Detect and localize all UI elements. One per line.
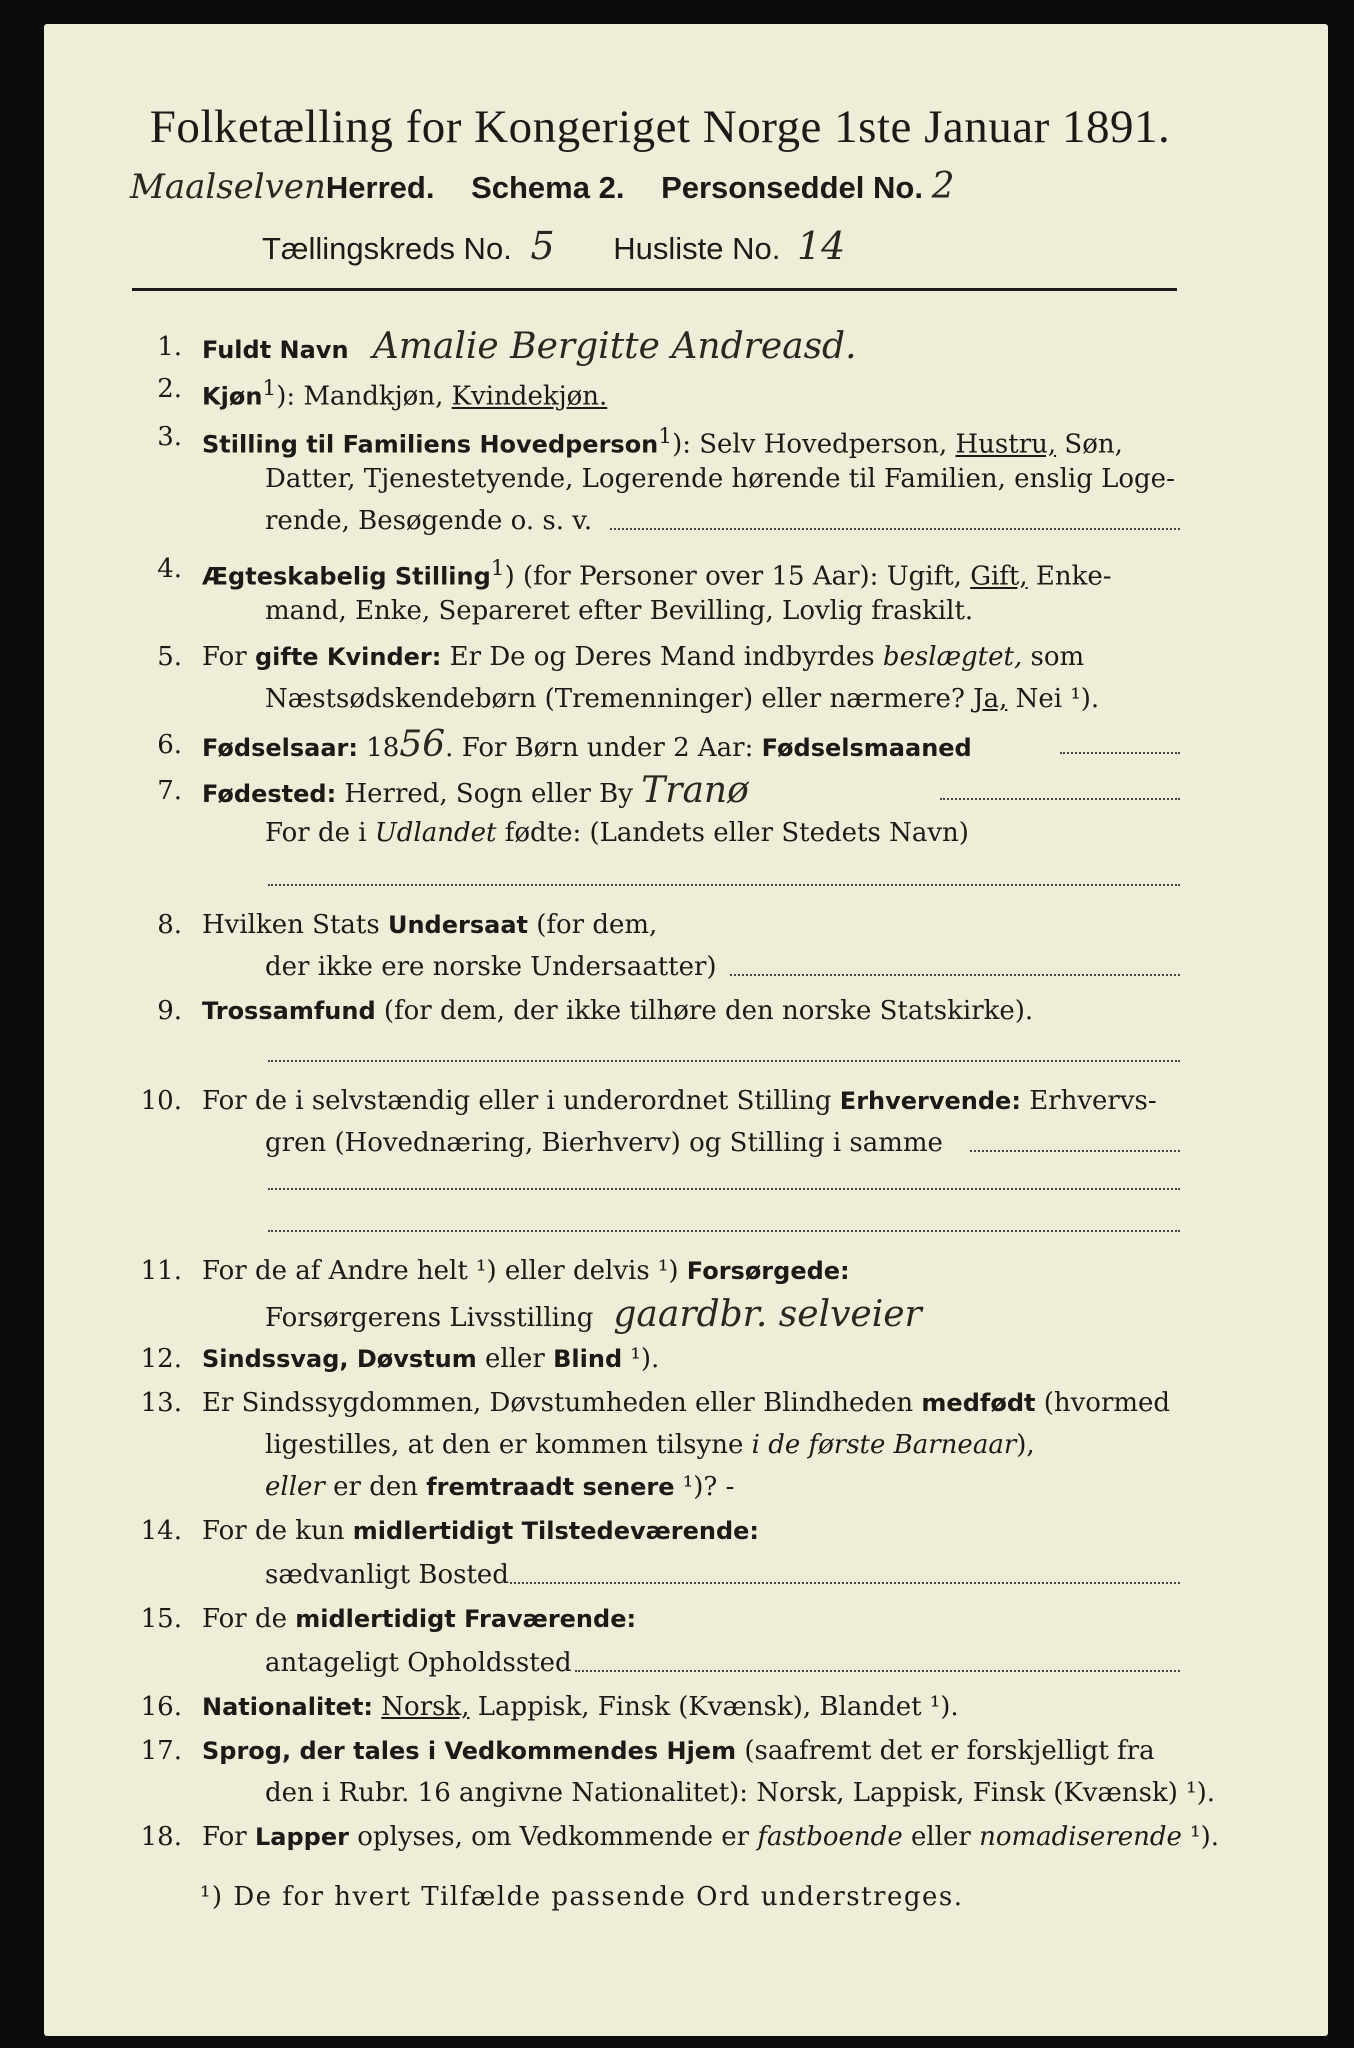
item-label: Sindssvag, Døvstum bbox=[202, 1345, 477, 1373]
item-number: 11. bbox=[140, 1256, 182, 1286]
item-text: rende, Besøgende o. s. v. bbox=[265, 506, 593, 536]
item-label: Ægteskabelig Stilling bbox=[202, 562, 491, 591]
item-text: Nei ¹). bbox=[1007, 684, 1100, 714]
item-text: Er De og Deres Mand indbyrdes bbox=[441, 642, 883, 672]
item-text: fødte: (Landets eller Stedets Navn) bbox=[496, 818, 969, 848]
item-text: For de kun bbox=[202, 1516, 353, 1546]
item-number: 4. bbox=[157, 554, 182, 584]
item-text: . For Børn under 2 Aar: bbox=[445, 733, 762, 763]
item-number: 13. bbox=[140, 1388, 182, 1418]
item-text: Søn, bbox=[1056, 429, 1123, 460]
kreds-label: Tællingskreds No. bbox=[262, 231, 512, 266]
item-text: (for dem, bbox=[527, 910, 658, 940]
provider-occupation-value: gaardbr. selveier bbox=[613, 1294, 922, 1335]
item-number: 18. bbox=[140, 1822, 182, 1852]
selected-option: Gift, bbox=[970, 561, 1028, 592]
item-label: Stilling til Familiens Hovedperson bbox=[202, 430, 659, 459]
item-number: 14. bbox=[140, 1516, 182, 1546]
herred-name: Maalselven bbox=[130, 167, 326, 207]
item-text: Erhvervs- bbox=[1020, 1086, 1157, 1116]
item-number: 10. bbox=[140, 1086, 182, 1116]
item-label: gifte Kvinder: bbox=[254, 643, 442, 671]
fill-line bbox=[575, 1670, 1180, 1672]
item-text: Herred, Sogn eller By bbox=[336, 779, 642, 809]
item-text: For de i selvstændig eller i underordnet Stilling bbox=[202, 1086, 840, 1116]
item-text: Lappisk, Finsk (Kvænsk), Blandet ¹). bbox=[469, 1692, 959, 1722]
item-text: mand, Enke, Separeret efter Bevilling, Lovlig fraskilt. bbox=[265, 596, 974, 626]
item-label: Erhvervende: bbox=[839, 1087, 1021, 1115]
item-label: midlertidigt Fraværende: bbox=[295, 1605, 637, 1633]
item-text: som bbox=[1022, 642, 1085, 672]
item-text: ), bbox=[1016, 1430, 1035, 1460]
selected-option: Norsk, bbox=[381, 1692, 470, 1722]
item-text: For de i bbox=[265, 818, 375, 848]
item-text: eller bbox=[902, 1822, 980, 1852]
item-text-italic: fastboende bbox=[757, 1822, 903, 1852]
item-label: Trossamfund bbox=[202, 997, 376, 1025]
item-text: gren (Hovednæring, Bierhverv) og Stilling i samme bbox=[265, 1128, 943, 1158]
item-label: midlertidigt Tilstedeværende: bbox=[352, 1517, 760, 1545]
personseddel-number: 2 bbox=[931, 166, 955, 207]
item-label: Forsørgede: bbox=[686, 1257, 850, 1285]
item-text: ligestilles, at den er kommen tilsyne bbox=[265, 1430, 752, 1460]
item-text: Datter, Tjenestetyende, Logerende hørende til Familien, enslig Loge- bbox=[265, 464, 1175, 494]
item-text: (saafremt det er forskjelligt fra bbox=[736, 1736, 1155, 1766]
fill-line bbox=[730, 974, 1180, 976]
item-label: Fødselsmaaned bbox=[761, 734, 972, 762]
item-text: (hvormed bbox=[1035, 1388, 1171, 1418]
fill-line bbox=[610, 528, 1180, 530]
kreds-number: 5 bbox=[530, 224, 555, 268]
item-text: Hvilken Stats bbox=[202, 910, 388, 940]
item-text: Er Sindssygdommen, Døvstumheden eller Blindheden bbox=[202, 1388, 922, 1418]
item-number: 9. bbox=[157, 996, 182, 1026]
selected-option: Hustru, bbox=[955, 429, 1057, 460]
footnote: ¹) De for hvert Tilfælde passende Ord understreges. bbox=[200, 1882, 964, 1912]
item-text: ): Selv Hovedperson, bbox=[672, 429, 956, 460]
item-number: 17. bbox=[140, 1736, 182, 1766]
item-text: antageligt Opholdssted bbox=[265, 1648, 572, 1678]
item-label: Fødselsaar: bbox=[202, 734, 358, 762]
item-label: Fuldt Navn bbox=[202, 336, 349, 364]
item-text: For bbox=[202, 1822, 255, 1852]
item-label: Blind bbox=[553, 1345, 623, 1373]
item-number: 8. bbox=[157, 910, 182, 940]
fill-line bbox=[268, 1230, 1180, 1232]
fill-line bbox=[268, 1060, 1180, 1062]
item-text: Forsørgerens Livsstilling bbox=[265, 1303, 594, 1333]
item-number: 2. bbox=[157, 374, 182, 404]
fill-line bbox=[268, 1188, 1180, 1190]
item-number: 1. bbox=[157, 332, 182, 362]
item-label: Lapper bbox=[254, 1823, 349, 1851]
full-name-value: Amalie Bergitte Andreasd. bbox=[372, 326, 857, 367]
item-text-italic: Udlandet bbox=[374, 818, 497, 848]
selected-option: Ja, bbox=[973, 684, 1008, 714]
item-text: ): Mandkjøn, bbox=[276, 381, 452, 412]
herred-line bbox=[130, 166, 1210, 207]
item-text: den i Rubr. 16 angivne Nationalitet): Norsk, Lappisk, Finsk (Kvænsk) ¹). bbox=[265, 1778, 1216, 1808]
husliste-label: Husliste No. bbox=[613, 231, 781, 266]
item-label: Kjøn bbox=[202, 382, 263, 411]
item-label: Nationalitet: bbox=[202, 1693, 374, 1721]
item-text: Næstsødskendebørn (Tremenninger) eller nærmere? bbox=[265, 684, 974, 714]
item-text: er den bbox=[324, 1472, 427, 1502]
item-text: eller bbox=[476, 1344, 554, 1374]
item-text: For de af Andre helt ¹) eller delvis ¹) bbox=[202, 1256, 687, 1286]
item-text: sædvanligt Bosted bbox=[265, 1560, 509, 1590]
item-label: medfødt bbox=[921, 1389, 1036, 1417]
fill-line bbox=[510, 1582, 1180, 1584]
kreds-line bbox=[262, 224, 1162, 268]
item-text: For de bbox=[202, 1604, 296, 1634]
item-label: Fødested: bbox=[202, 780, 337, 808]
form-title: Folketælling for Kongeriget Norge 1ste Januar 1891. bbox=[149, 101, 1171, 153]
fill-line bbox=[970, 1150, 1180, 1152]
item-number: 6. bbox=[157, 730, 182, 760]
item-number: 16. bbox=[140, 1692, 182, 1722]
item-number: 15. bbox=[140, 1604, 182, 1634]
item-text: (for dem, der ikke tilhøre den norske Statskirke). bbox=[375, 996, 1034, 1026]
fill-line bbox=[1060, 752, 1180, 754]
personseddel-label: Personseddel No. bbox=[661, 170, 923, 205]
herred-label: Herred. bbox=[325, 170, 435, 205]
item-label: Undersaat bbox=[387, 911, 528, 939]
item-text: der ikke ere norske Undersaatter) bbox=[265, 952, 717, 982]
schema-label: Schema 2. bbox=[471, 170, 625, 205]
item-number: 3. bbox=[157, 422, 182, 452]
item-text: oplyses, om Vedkommende er bbox=[348, 1822, 758, 1852]
husliste-number: 14 bbox=[796, 224, 846, 268]
item-text: Enke- bbox=[1027, 561, 1112, 592]
item-text: 18 bbox=[358, 733, 400, 763]
birth-year-value: 56 bbox=[399, 724, 446, 765]
item-number: 5. bbox=[157, 642, 182, 672]
item-text-italic: eller bbox=[265, 1472, 325, 1502]
item-text: ¹). bbox=[1181, 1822, 1220, 1852]
fill-line bbox=[940, 798, 1180, 800]
footnote-mark: 1 bbox=[262, 376, 277, 401]
item-number: 7. bbox=[157, 776, 182, 806]
item-text-italic: i de første Barneaar bbox=[751, 1430, 1017, 1460]
header-divider bbox=[132, 288, 1177, 291]
item-text-italic: nomadiserende bbox=[979, 1822, 1182, 1852]
item-text: For bbox=[202, 642, 255, 672]
fill-line bbox=[268, 884, 1180, 886]
item-text-italic: beslægtet, bbox=[882, 642, 1023, 672]
item-text: ) (for Personer over 15 Aar): Ugift, bbox=[504, 561, 971, 592]
selected-option: Kvindekjøn. bbox=[451, 381, 608, 412]
item-label: fremtraadt senere bbox=[426, 1473, 675, 1501]
birthplace-value: Tranø bbox=[641, 770, 749, 811]
item-text: ¹). bbox=[622, 1344, 660, 1374]
item-number: 12. bbox=[140, 1344, 182, 1374]
item-text: ¹)? - bbox=[674, 1472, 735, 1502]
item-label: Sprog, der tales i Vedkommendes Hjem bbox=[202, 1737, 737, 1765]
